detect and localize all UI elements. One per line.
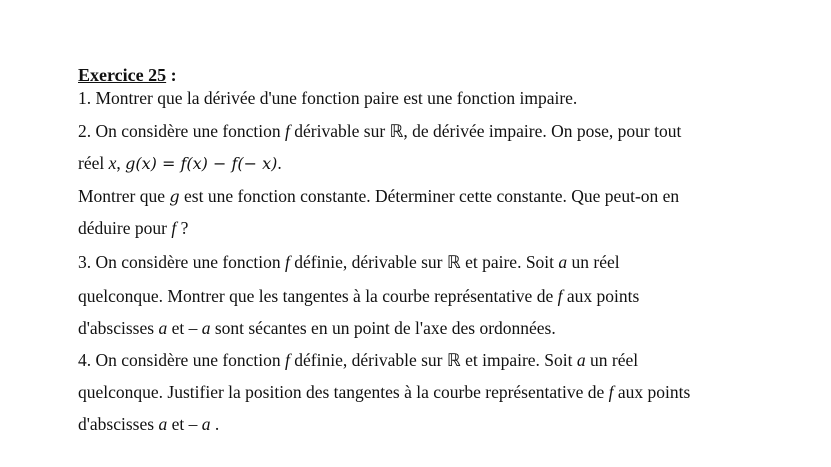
text: dérivable sur ℝ, de dérivée impaire. On pose, pour tout — [289, 121, 682, 141]
text: un réel — [567, 252, 620, 272]
text: définie, dérivable sur ℝ et impaire. Soit — [289, 350, 577, 370]
text: Montrer que — [78, 186, 170, 206]
text: quelconque. Montrer que les tangentes à la courbe représentative de — [78, 286, 558, 306]
question-4-line-2 — [78, 382, 690, 402]
text: ? — [176, 218, 189, 238]
var-f: f — [285, 121, 290, 141]
text: d'abscisses — [78, 414, 159, 434]
var-f: f — [171, 218, 177, 238]
var-a: a — [158, 414, 168, 434]
text: . — [277, 153, 282, 173]
text: un réel — [585, 350, 639, 370]
var-a: a — [201, 414, 211, 434]
text: . — [210, 414, 220, 434]
text: , — [116, 153, 126, 173]
text: et – — [167, 318, 202, 338]
question-3-line-1 — [78, 252, 620, 272]
question-1: 1. Montrer que la dérivée d'une fonction paire est une fonction impaire. — [78, 88, 578, 108]
question-2-line-1 — [78, 121, 681, 141]
var-a: a — [201, 318, 211, 338]
question-3-line-3 — [78, 318, 556, 338]
var-f: f — [608, 382, 614, 402]
var-a: a — [558, 252, 568, 272]
var-a: a — [158, 318, 168, 338]
var-a: a — [576, 350, 586, 370]
text: sont sécantes en un point de l'axe des ordonnées. — [210, 318, 556, 338]
formula-g: g(x) = f(x) − f(− x) — [125, 154, 278, 173]
text: d'abscisses — [78, 318, 159, 338]
text: réel — [78, 153, 109, 173]
title-label: Exercice 25 — [78, 65, 167, 85]
text: 3. On considère une fonction — [78, 252, 286, 272]
text: quelconque. Justifier la position des tangentes à la courbe représentative de — [78, 382, 609, 402]
var-f: f — [285, 252, 290, 272]
question-4-line-1 — [78, 350, 638, 370]
text: aux points — [613, 382, 691, 402]
title-sep: : — [166, 65, 177, 85]
text: définie, dérivable sur ℝ et paire. Soit — [289, 252, 559, 272]
text: déduire pour — [78, 218, 172, 238]
text: est une fonction constante. Déterminer cette constante. Que peut-on en — [179, 186, 680, 206]
var-f: f — [557, 286, 563, 306]
question-2-line-4 — [78, 218, 188, 238]
question-3-line-2 — [78, 286, 639, 306]
text: et – — [167, 414, 202, 434]
question-2-line-2 — [78, 153, 282, 174]
text: 4. On considère une fonction — [78, 350, 286, 370]
question-4-line-3 — [78, 414, 219, 434]
var-f: f — [285, 350, 290, 370]
text: aux points — [562, 286, 640, 306]
var-g: g — [169, 187, 180, 206]
exercise-title — [78, 65, 177, 85]
question-2-line-3 — [78, 186, 679, 207]
text: 2. On considère une fonction — [78, 121, 286, 141]
var-x: x — [108, 153, 117, 173]
